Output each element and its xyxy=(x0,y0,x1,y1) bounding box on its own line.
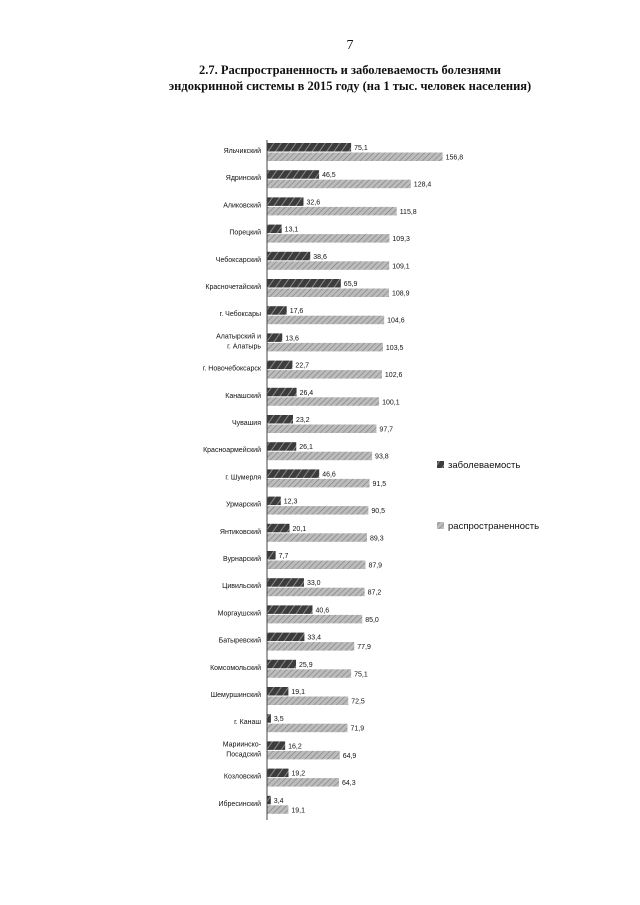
page-number: 7 xyxy=(346,38,354,53)
bars-layer xyxy=(267,143,443,814)
value-label: 75,1 xyxy=(354,671,368,679)
category-label: Урмарский xyxy=(225,501,261,509)
category-label: Батыревский xyxy=(218,637,261,645)
category-label: г. Новочебоксарск xyxy=(202,365,261,373)
category-label: Порецкий xyxy=(229,229,261,237)
value-label: 46,6 xyxy=(322,471,336,479)
value-label: 13,6 xyxy=(285,335,299,343)
category-label: г. Канаш xyxy=(234,719,261,727)
value-label: 33,0 xyxy=(306,580,321,588)
category-label: Аликовский xyxy=(223,202,261,210)
incidence-bar xyxy=(267,741,285,750)
incidence-bar xyxy=(267,143,351,152)
incidence-bar xyxy=(267,551,276,560)
value-label: 46,5 xyxy=(322,172,336,180)
prevalence-bar xyxy=(267,561,365,570)
category-label: Козловский xyxy=(223,773,261,781)
value-label: 104,6 xyxy=(387,317,405,325)
prevalence-bar xyxy=(267,697,348,706)
incidence-bar xyxy=(267,388,297,397)
category-label: Красночетайский xyxy=(205,284,261,291)
category-label: Вурнарский xyxy=(223,556,261,563)
value-label: 90,5 xyxy=(371,508,385,516)
value-label: 85,0 xyxy=(365,616,379,624)
incidence-bar xyxy=(267,306,287,315)
value-label: 77,9 xyxy=(357,644,371,652)
incidence-bar xyxy=(267,333,282,342)
prevalence-bar xyxy=(267,207,397,216)
value-label: 91,5 xyxy=(372,480,387,488)
prevalence-bar xyxy=(267,234,389,243)
value-label: 72,5 xyxy=(351,698,365,706)
prevalence-bar xyxy=(267,452,372,461)
value-label: 103,5 xyxy=(385,344,404,352)
incidence-bar xyxy=(267,197,304,206)
category-label: Ибресинский xyxy=(218,800,261,808)
value-label: 12,3 xyxy=(283,498,298,506)
value-label: 23,2 xyxy=(295,417,310,424)
prevalence-bar xyxy=(267,316,384,325)
category-label: г. Чебоксары xyxy=(219,311,261,319)
incidence-bar xyxy=(267,252,310,260)
incidence-bar xyxy=(267,361,292,370)
incidence-bar xyxy=(267,578,304,587)
category-label: Мариинско-Посадский xyxy=(222,741,261,759)
chart-title-line-1: 2.7. Распространенность и заболеваемость болезнями xyxy=(199,63,501,77)
value-label: 93,8 xyxy=(375,453,389,461)
value-label: 65,9 xyxy=(343,281,358,288)
value-label: 17,6 xyxy=(289,308,304,316)
value-label: 26,1 xyxy=(299,444,313,452)
incidence-bar xyxy=(267,170,319,179)
prevalence-bar xyxy=(267,615,362,624)
value-label: 32,6 xyxy=(306,199,321,207)
category-label: Цивильский xyxy=(222,583,261,591)
value-label: 115,8 xyxy=(399,208,417,216)
value-label: 38,6 xyxy=(313,253,327,261)
category-label: Чебоксарский xyxy=(215,256,261,264)
category-label: Красноармейский xyxy=(203,447,261,455)
value-label: 156,8 xyxy=(445,154,464,162)
value-label: 100,1 xyxy=(382,399,400,407)
value-label: 64,9 xyxy=(342,752,357,760)
incidence-bar xyxy=(267,633,304,642)
value-label: 16,2 xyxy=(288,743,302,751)
category-label: Алатырский и г. Алатырь xyxy=(216,333,261,351)
incidence-bar xyxy=(267,769,289,778)
value-label: 13,1 xyxy=(284,226,299,234)
prevalence-bar xyxy=(267,343,383,352)
incidence-bar xyxy=(267,279,341,288)
value-label: 102,6 xyxy=(384,372,403,380)
prevalence-bar xyxy=(267,588,365,597)
prevalence-bar xyxy=(267,289,389,298)
incidence-bar xyxy=(267,225,282,234)
legend-label: заболеваемость xyxy=(448,460,521,471)
category-label: г. Шумерля xyxy=(225,474,261,482)
incidence-bar xyxy=(267,442,296,451)
prevalence-bar xyxy=(267,506,368,514)
prevalence-bar xyxy=(267,642,354,651)
legend xyxy=(437,460,539,532)
value-label: 19,1 xyxy=(291,807,306,815)
value-label: 3,5 xyxy=(273,716,284,724)
prevalence-bar xyxy=(267,669,351,678)
value-label: 19,2 xyxy=(291,770,306,778)
category-label: Чувашия xyxy=(231,420,261,427)
category-label: Шемуршинский xyxy=(210,692,261,699)
prevalence-bar xyxy=(267,261,389,270)
value-label: 40,6 xyxy=(315,607,330,615)
prevalence-bar xyxy=(267,425,376,434)
prevalence-bar xyxy=(267,533,367,542)
value-label: 87,2 xyxy=(367,589,382,597)
prevalence-bar xyxy=(267,479,369,488)
prevalence-bar xyxy=(267,751,340,760)
prevalence-bar xyxy=(267,397,379,406)
value-label: 97,7 xyxy=(379,426,394,434)
value-label: 20,1 xyxy=(292,525,307,533)
value-label: 3,4 xyxy=(273,797,284,805)
category-label: Яльчикский xyxy=(223,148,261,155)
prevalence-bar xyxy=(267,778,339,787)
value-label: 108,9 xyxy=(391,290,410,298)
incidence-bar xyxy=(267,714,271,723)
value-label: 64,3 xyxy=(342,780,356,788)
legend-swatch-prevalence xyxy=(437,522,444,529)
prevalence-bar xyxy=(267,153,443,162)
value-label: 89,3 xyxy=(370,535,384,543)
value-label: 87,9 xyxy=(368,562,383,570)
value-label: 22,7 xyxy=(295,362,310,370)
incidence-bar xyxy=(267,660,296,669)
value-label: 109,1 xyxy=(392,263,410,271)
value-label: 109,3 xyxy=(392,236,410,244)
value-label: 33,4 xyxy=(307,634,322,642)
legend-label: распространенность xyxy=(448,521,540,532)
value-label: 7,7 xyxy=(278,553,289,560)
incidence-bar xyxy=(267,687,288,696)
chart-title-line-2: эндокринной системы в 2015 году (на 1 тыс. человек населения) xyxy=(168,79,532,93)
value-label: 25,9 xyxy=(299,661,313,669)
prevalence-bar xyxy=(267,805,288,814)
value-label: 26,4 xyxy=(299,389,314,397)
category-label: Янтиковский xyxy=(219,528,261,536)
incidence-bar xyxy=(267,415,293,424)
value-label: 75,1 xyxy=(354,145,368,152)
category-label: Канашский xyxy=(225,392,261,400)
incidence-bar xyxy=(267,497,281,506)
value-label: 71,9 xyxy=(350,725,365,733)
value-label: 19,1 xyxy=(291,689,306,696)
prevalence-bar xyxy=(267,724,348,733)
incidence-bar xyxy=(267,524,290,533)
incidence-bar xyxy=(267,469,319,478)
prevalence-bar xyxy=(267,180,411,189)
category-label: Моргаушский xyxy=(217,610,261,618)
category-label: Ядринский xyxy=(225,175,261,183)
value-label: 128,4 xyxy=(413,181,432,189)
category-label: Комсомольский xyxy=(210,664,261,672)
incidence-bar xyxy=(267,796,271,805)
prevalence-bar xyxy=(267,370,382,379)
legend-swatch-incidence xyxy=(437,461,444,468)
incidence-bar xyxy=(267,605,312,614)
